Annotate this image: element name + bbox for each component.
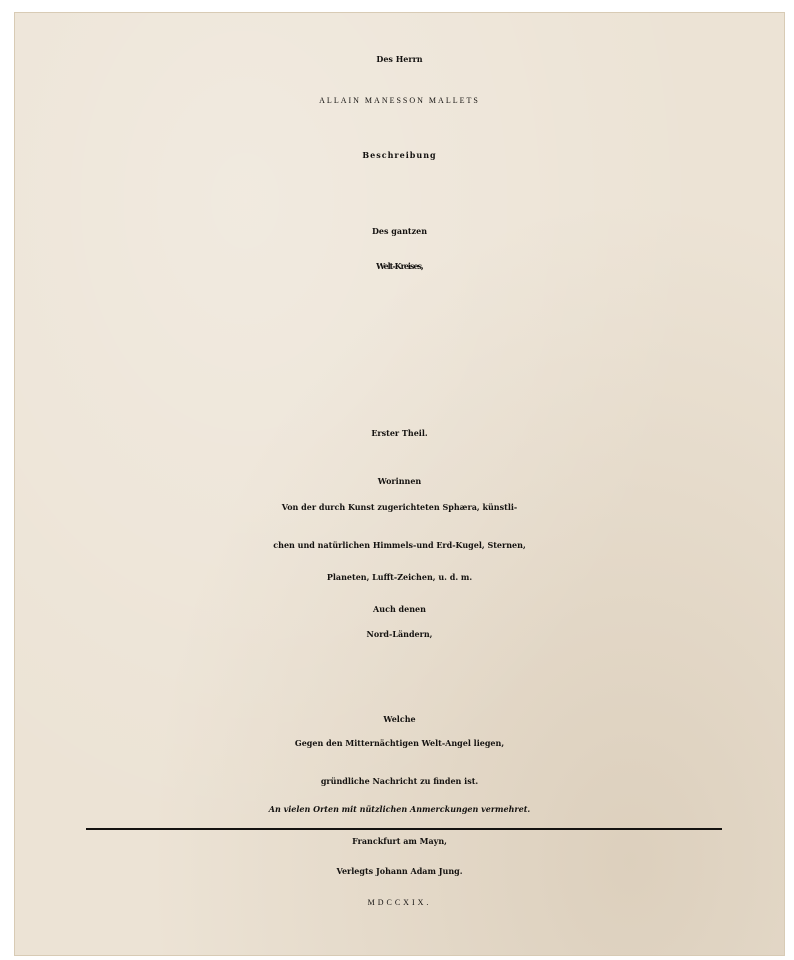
title-page (14, 12, 785, 956)
main-title-large: Welt-Kreises, (376, 261, 423, 271)
description-line-2: gründliche Nachricht zu finden ist. (320, 776, 479, 786)
which-intro: Welche (383, 714, 416, 724)
divider-rule (86, 828, 722, 830)
contents-line-1: Von der durch Kunst zugerichteten Sphæra, künstli- (281, 502, 518, 512)
imprint-year: MDCCXIX. (367, 898, 432, 907)
contents-intro: Worinnen (377, 476, 422, 486)
author-name: ALLAIN MANESSON MALLETS (319, 96, 480, 105)
volume-part: Erster Theil. (371, 428, 428, 438)
contents-line-3: Planeten, Lufft-Zeichen, u. d. m. (326, 572, 473, 582)
imprint-place: Franckfurt am Mayn, (352, 836, 447, 846)
author-prefix: Des Herrn (376, 54, 423, 64)
description-line-1: Gegen den Mitternächtigen Welt-Angel liegen, (294, 738, 505, 748)
subtitle-large: Nord-Ländern, (366, 629, 433, 639)
also-intro: Auch denen (373, 604, 426, 614)
annotations-note: An vielen Orten mit nützlichen Anmerckungen vermehret. (268, 804, 531, 814)
contents-line-2: chen und natürlichen Himmels-und Erd-Kugel, Sternen, (273, 540, 526, 550)
main-title: Beschreibung (362, 150, 437, 160)
imprint-publisher: Verlegts Johann Adam Jung. (336, 866, 463, 876)
title-connector: Des gantzen (371, 226, 428, 236)
